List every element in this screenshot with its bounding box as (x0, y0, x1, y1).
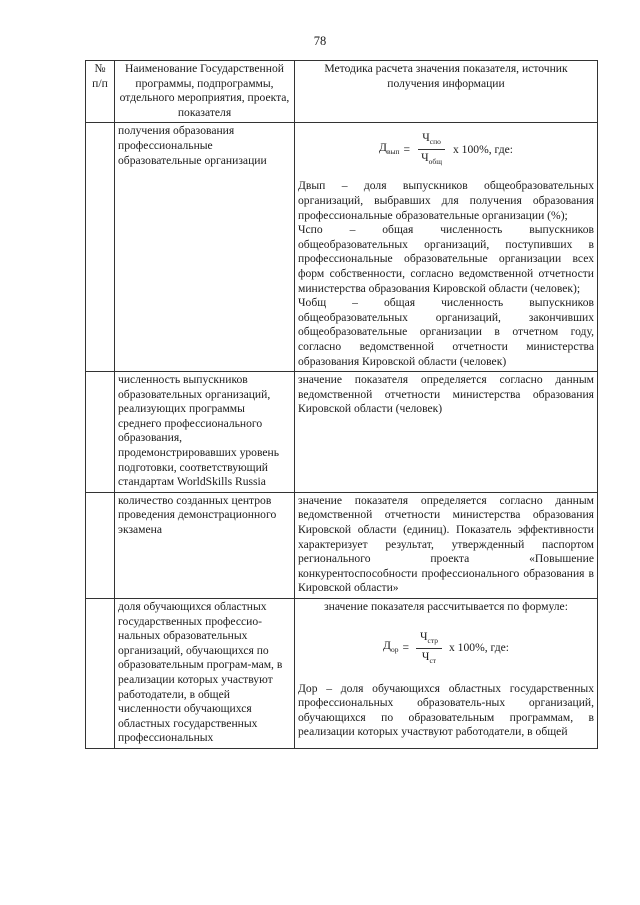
row-name-cell: количество созданных центров проведения демонстрационного экзамена (115, 492, 295, 598)
row-number-cell (86, 599, 115, 749)
indicator-table (85, 60, 598, 749)
definition: Чспо – общая численность выпускников общеобразовательных организаций, поступивших в профессиональные образовательные организации всех форм собственности, согласно ведомственной отчетности министерства образования Кировской области (человек); (298, 223, 594, 295)
row-name-cell: получения образования профессиональные образовательные организации (115, 123, 295, 372)
header-number: № п/п (86, 61, 115, 123)
formula-tail: x 100%, где: (452, 142, 513, 156)
page-number: 78 (313, 34, 327, 48)
row-number-cell (86, 492, 115, 598)
row-method-cell (295, 599, 598, 749)
formula-eq: = (403, 142, 411, 156)
table-row (86, 123, 598, 372)
table-row (86, 492, 598, 598)
header-name: Наименование Государственной программы, подпрограммы, отдельного мероприятия, проекта, показателя (115, 61, 295, 123)
table-header-row (86, 61, 598, 123)
row-method-cell: значение показателя определяется согласно данным ведомственной отчетности министерства образования Кировской области (человек) (295, 372, 598, 493)
row-name-cell: доля обучающихся областных государственных профессио-нальных образовательных организаций, обучающихся по образовательным програм-мам, в реализации которых участвуют работодатели, в общей численности обучающихся областных государственных профессиональных (115, 599, 295, 749)
header-method: Методика расчета значения показателя, источник получения информации (295, 61, 598, 123)
row-name-cell: численность выпускников образовательных организаций, реализующих программы среднего профессионального образования, продемонстрировавших уровень подготовки, соответствующий стандартам WorldSkills Russia (115, 372, 295, 493)
definition: Двып – доля выпускников общеобразовательных организаций, выбравших для получения образования профессиональные образовательные организации (%); (298, 179, 594, 222)
row-method-cell (295, 123, 598, 372)
row-method-cell: значение показателя определяется согласно данным ведомственной отчетности министерства образования Кировской области (единиц). Показатель эффективности характеризует результат, утвержденный паспортом регионального проекта «Повышение конкурентоспособности профессионального образования в Кировской области» (295, 492, 598, 598)
formula-lhs: $Д_{вып}$ (379, 140, 400, 156)
formula-tail: х 100%, где: (448, 640, 509, 654)
formula (298, 124, 594, 179)
row-number-cell (86, 123, 115, 372)
method-intro: значение показателя рассчитывается по формуле: (324, 600, 568, 613)
formula (298, 615, 594, 682)
formula-fraction: $\frac{Ч_{стр}}{Ч_{ст}}$ (416, 629, 442, 668)
table-row (86, 599, 598, 749)
formula-lhs: $Д_{ор}$ (383, 638, 399, 654)
table-row (86, 372, 598, 493)
formula-fraction: $\frac{Ч_{спо}}{Ч_{общ}}$ (417, 130, 446, 169)
formula-eq: = (402, 640, 409, 654)
definition: Чобщ – общая численность выпускников общеобразовательных организаций, закончивших общеобразовательные организации в отчетном году, согласно ведомственной отчетности министерства образования Кировской области (человек) (298, 296, 594, 368)
row-number-cell (86, 372, 115, 493)
definition: Дор – доля обучающихся областных государственных профессиональных образователь-ных организаций, обучающихся по образовательным программам, в реализации которых участвуют работодатели, в общей (298, 681, 594, 739)
